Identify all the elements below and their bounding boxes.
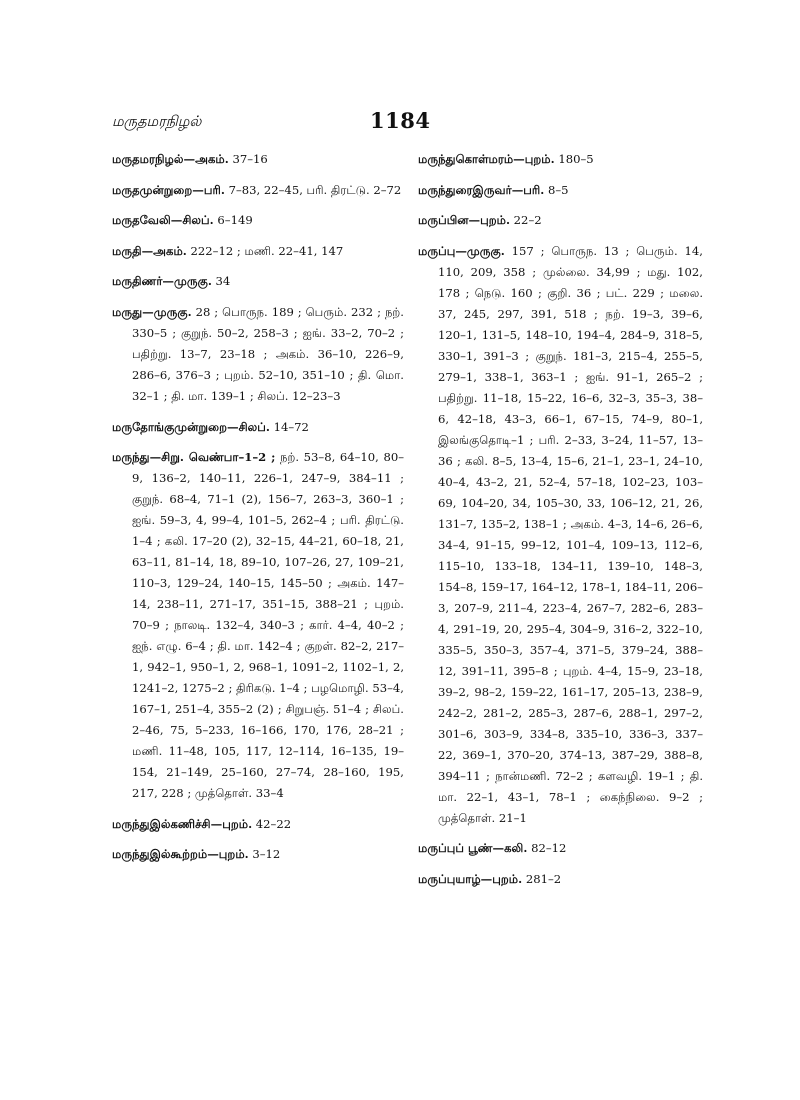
entry-headword: மருந்துஇல்கணிச்சி—புறம். xyxy=(112,816,253,831)
index-entry xyxy=(112,417,404,438)
entry-references: 180–5 xyxy=(554,152,594,166)
entry-headword: மருது—முருகு. xyxy=(112,304,192,319)
index-entry xyxy=(418,210,703,231)
entry-references: 42–22 xyxy=(252,816,292,831)
entry-headword: மருப்பின—புறம். xyxy=(418,213,510,228)
entry-references: 222–12 ; மணி. 22–41, 147 xyxy=(186,243,344,258)
index-entry xyxy=(418,180,703,201)
entry-references: 34 xyxy=(211,274,231,289)
entry-headword: மருந்து—சிறு. வெண்பா–1–2 ; xyxy=(112,450,276,465)
entry-headword: மருதவேலி—சிலப். xyxy=(112,213,214,228)
index-entry xyxy=(112,241,404,262)
index-entry xyxy=(112,210,404,231)
entry-headword: மருந்துஇல்கூற்றம்—புறம். xyxy=(112,847,249,862)
entry-headword: மருப்புயாழ்—புறம். xyxy=(418,871,523,886)
entry-headword: மருதமுன்றுறை—பரி. xyxy=(112,182,225,197)
entry-references: 14–72 xyxy=(269,419,309,434)
index-entry xyxy=(418,838,703,859)
entry-references: 82–12 xyxy=(527,841,567,856)
entry-headword: மருப்புப் பூண்—கலி. xyxy=(418,841,528,856)
right-column xyxy=(418,149,703,900)
entry-references: நற். 53–8, 64–10, 80–9, 136–2, 140–11, 226–1, 247–9, 384–11 ; குறுந். 68–4, 71–1 (2), 156–7, 263–3, 360–1 ; ஐங். 59–3, 4, 99–4, 101–5, 262–4 ; பரி. திரட்டு. 1–4 ; கலி. 17–20 (2), 32–15, 44–21, 60–18, 21, 63–11, 81–14, 18, 89–10, 107–26, 27, 109–21, 110–3, 129–24, 140–15, 145–50 ; அகம். 147–14, 238–11, 271–17, 351–15, 388–21 ; புறம். 70–9 ; நாலடி. 132–4, 340–3 ; கார். 4–4, 40–2 ; ஐந். எழு. 6–4 ; தி. மா. 142–4 ; குறள். 82–2, 217–1, 942–1, 950–1, 2, 968–1, 1091–2, 1102–1, 2, 1241–2, 1275–2 ; திரிகடு. 1–4 ; பழமொழி. 53–4, 167–1, 251–4, 355–2 (2) ; சிறுபஞ். 51–4 ; சிலப். 2–46, 75, 5–233, 16–166, 170, 176, 28–21 ; மணி. 11–48, 105, 117, 12–114, 16–135, 19–154, 21–149, 25–160, 27–74, 28–160, 195, 217, 228 ; முத்தொள். 33–4 xyxy=(132,450,404,801)
entry-references: 6–149 xyxy=(213,213,253,228)
entry-headword: மருதிணர்—முருகு. xyxy=(112,274,212,289)
index-entry xyxy=(112,844,404,865)
index-entry xyxy=(112,302,404,407)
index-entry xyxy=(418,241,703,829)
index-entry xyxy=(112,447,404,804)
index-entry xyxy=(112,149,404,170)
entry-references: 3–12 xyxy=(248,847,281,862)
index-entry xyxy=(112,180,404,201)
entry-headword: மருப்பு—முருகு. xyxy=(418,243,505,258)
entry-references: 281–2 xyxy=(522,871,562,886)
page-number: 1184 xyxy=(370,108,431,133)
index-entry xyxy=(112,271,404,292)
index-entry xyxy=(112,814,404,835)
entry-references: 37–16 xyxy=(228,152,268,166)
entry-headword: மருந்துரைஇருவர்—பரி. xyxy=(418,182,545,197)
entry-headword: மருந்துகொள்மரம்—புறம். xyxy=(418,152,555,166)
entry-references: 8–5 xyxy=(544,182,569,197)
entry-headword: மருதமரநிழல்—அகம். xyxy=(112,152,229,166)
left-column xyxy=(112,149,404,875)
entry-references: 22–2 xyxy=(510,213,542,228)
entry-references: 7–83, 22–45, பரி. திரட்டு. 2–72 xyxy=(224,182,402,197)
entry-references: 28 ; பொருந. 189 ; பெரும். 232 ; நற். 330–5 ; குறுந். 50–2, 258–3 ; ஐங். 33–2, 70–2 ; பதிற்று. 13–7, 23–18 ; அகம். 36–10, 226–9, 286–6, 376–3 ; புறம். 52–10, 351–10 ; தி. மொ. 32–1 ; தி. மா. 139–1 ; சிலப். 12–23–3 xyxy=(132,304,404,403)
index-entry xyxy=(418,869,703,890)
running-head: மருதமரநிழல் xyxy=(112,114,202,130)
entry-headword: மருதி—அகம். xyxy=(112,243,187,258)
entry-references: 157 ; பொருந. 13 ; பெரும். 14, 110, 209, 358 ; முல்லை. 34,99 ; மது. 102, 178 ; நெடு. 160 ; குறி. 36 ; பட். 229 ; மலை. 37, 245, 297, 391, 518 ; நற். 19–3, 39–6, 120–1, 131–5, 148–10, 194–4, 284–9, 318–5, 330–1, 391–3 ; குறுந். 181–3, 215–4, 255–5, 279–1, 338–1, 363–1 ; ஐங். 91–1, 265–2 ; பதிற்று. 11–18, 15–22, 16–6, 32–3, 35–3, 38–6, 42–18, 43–3, 66–1, 67–15, 74–9, 80–1, இலங்குதொடி–1 ; பரி. 2–33, 3–24, 11–57, 13–36 ; கலி. 8–5, 13–4, 15–6, 21–1, 23–1, 24–10, 40–4, 43–2, 21, 52–4, 57–18, 102–23, 103–69, 104–20, 34, 105–30, 33, 106–12, 21, 26, 131–7, 135–2, 138–1 ; அகம். 4–3, 14–6, 26–6, 34–4, 91–15, 99–12, 101–4, 109–13, 112–6, 115–10, 133–18, 134–11, 139–10, 148–3, 154–8, 159–17, 164–12, 178–1, 184–11, 206–3, 207–9, 211–4, 223–4, 267–7, 282–6, 283–4, 291–19, 20, 295–4, 304–9, 316–2, 322–10, 335–5, 350–3, 357–4, 371–5, 379–24, 388–12, 391–11, 395–8 ; புறம். 4–4, 15–9, 23–18, 39–2, 98–2, 159–22, 161–17, 205–13, 238–9, 242–2, 281–2, 285–3, 287–6, 288–1, 297–2, 301–6, 303–9, 334–8, 335–10, 336–3, 337–22, 369–1, 370–20, 374–13, 387–29, 388–8, 394–11 ; நான்மணி. 72–2 ; களவழி. 19–1 ; தி. மா. 22–1, 43–1, 78–1 ; கைந்நிலை. 9–2 ; முத்தொள். 21–1 xyxy=(438,243,703,825)
index-entry xyxy=(418,149,703,170)
entry-headword: மருதோங்குமுன்றுறை—சிலப். xyxy=(112,419,270,434)
